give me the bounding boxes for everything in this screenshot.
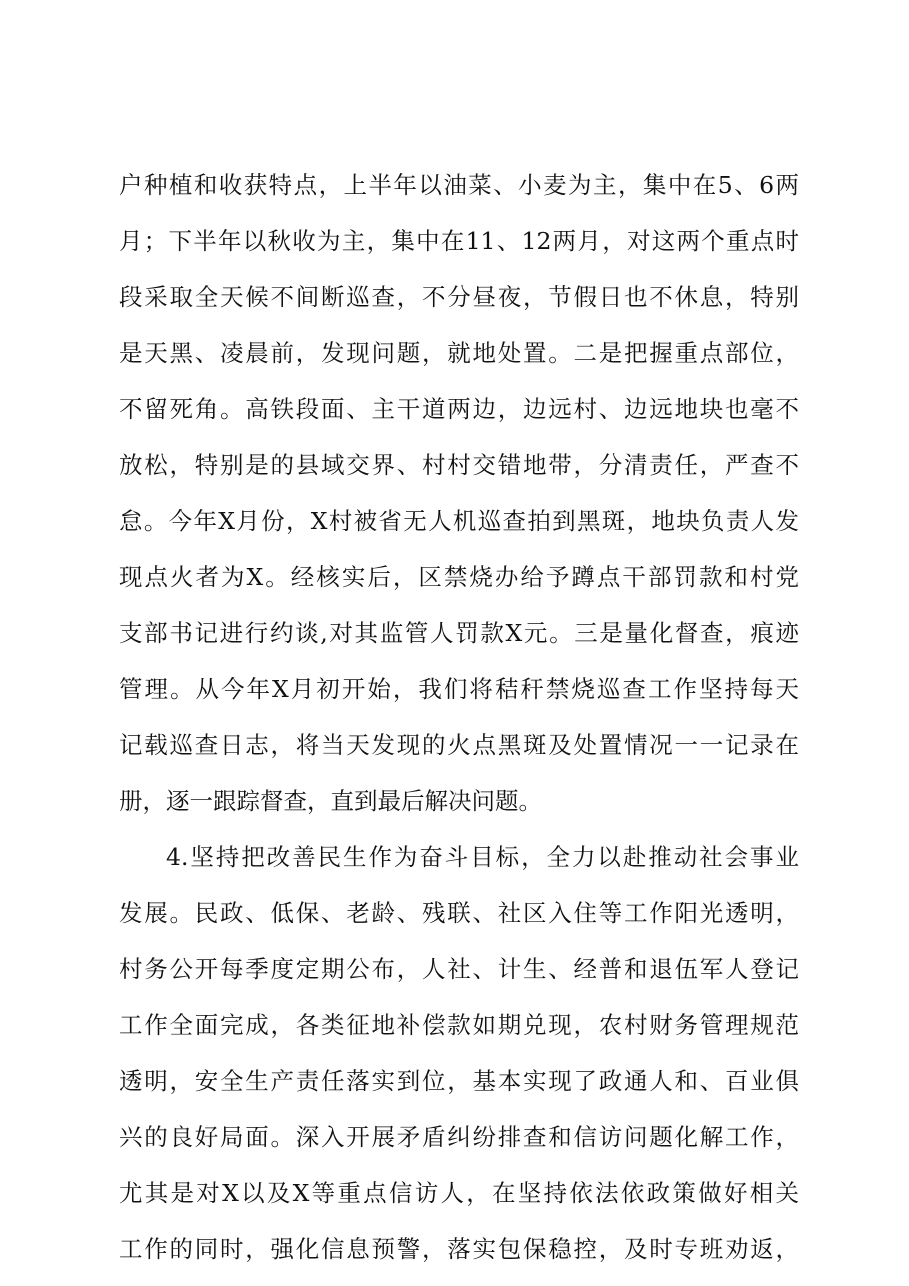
paragraph-1-line-9: 支部书记进行约谈,对其监管人罚款X元。三是量化督查，痕迹 [119, 619, 799, 647]
paragraph-2-line-8: 工作的同时，强化信息预警，落实包保稳控，及时专班劝返， [119, 1235, 799, 1263]
paragraph-2-line-7: 尤其是对X以及X等重点信访人，在坚持依法依政策做好相关 [119, 1179, 799, 1207]
paragraph-1-line-3: 段采取全天候不间断巡查，不分昼夜，节假日也不休息，特别 [119, 283, 799, 311]
paragraph-1-line-2: 月；下半年以秋收为主，集中在11、12两月，对这两个重点时 [119, 227, 799, 255]
paragraph-2-line-1: 4.坚持把改善民生作为奋斗目标，全力以赴推动社会事业 [166, 843, 799, 871]
paragraph-1-line-1: 户种植和收获特点，上半年以油菜、小麦为主，集中在5、6两 [119, 171, 799, 199]
paragraph-1-line-12: 册，逐一跟踪督查，直到最后解决问题。 [119, 787, 542, 815]
paragraph-1-line-11: 记载巡查日志，将当天发现的火点黑斑及处置情况一一记录在 [119, 731, 799, 759]
paragraph-2-line-6: 兴的良好局面。深入开展矛盾纠纷排查和信访问题化解工作， [119, 1123, 799, 1151]
paragraph-1-line-8: 现点火者为X。经核实后，区禁烧办给予蹲点干部罚款和村党 [119, 563, 799, 591]
paragraph-1-line-6: 放松，特别是的县域交界、村村交错地带，分清责任，严查不 [119, 451, 799, 479]
paragraph-2-line-2: 发展。民政、低保、老龄、残联、社区入住等工作阳光透明， [119, 899, 799, 927]
paragraph-1-line-4: 是天黑、凌晨前，发现问题，就地处置。二是把握重点部位， [119, 339, 799, 367]
paragraph-1-line-7: 怠。今年X月份，X村被省无人机巡查拍到黑斑，地块负责人发 [119, 507, 799, 535]
paragraph-2-line-4: 工作全面完成，各类征地补偿款如期兑现，农村财务管理规范 [119, 1011, 799, 1039]
paragraph-1-line-10: 管理。从今年X月初开始，我们将秸秆禁烧巡查工作坚持每天 [119, 675, 799, 703]
paragraph-1-line-5: 不留死角。高铁段面、主干道两边，边远村、边远地块也毫不 [119, 395, 799, 423]
paragraph-2-line-3: 村务公开每季度定期公布，人社、计生、经普和退伍军人登记 [119, 955, 799, 983]
paragraph-2-line-5: 透明，安全生产责任落实到位，基本实现了政通人和、百业俱 [119, 1067, 799, 1095]
